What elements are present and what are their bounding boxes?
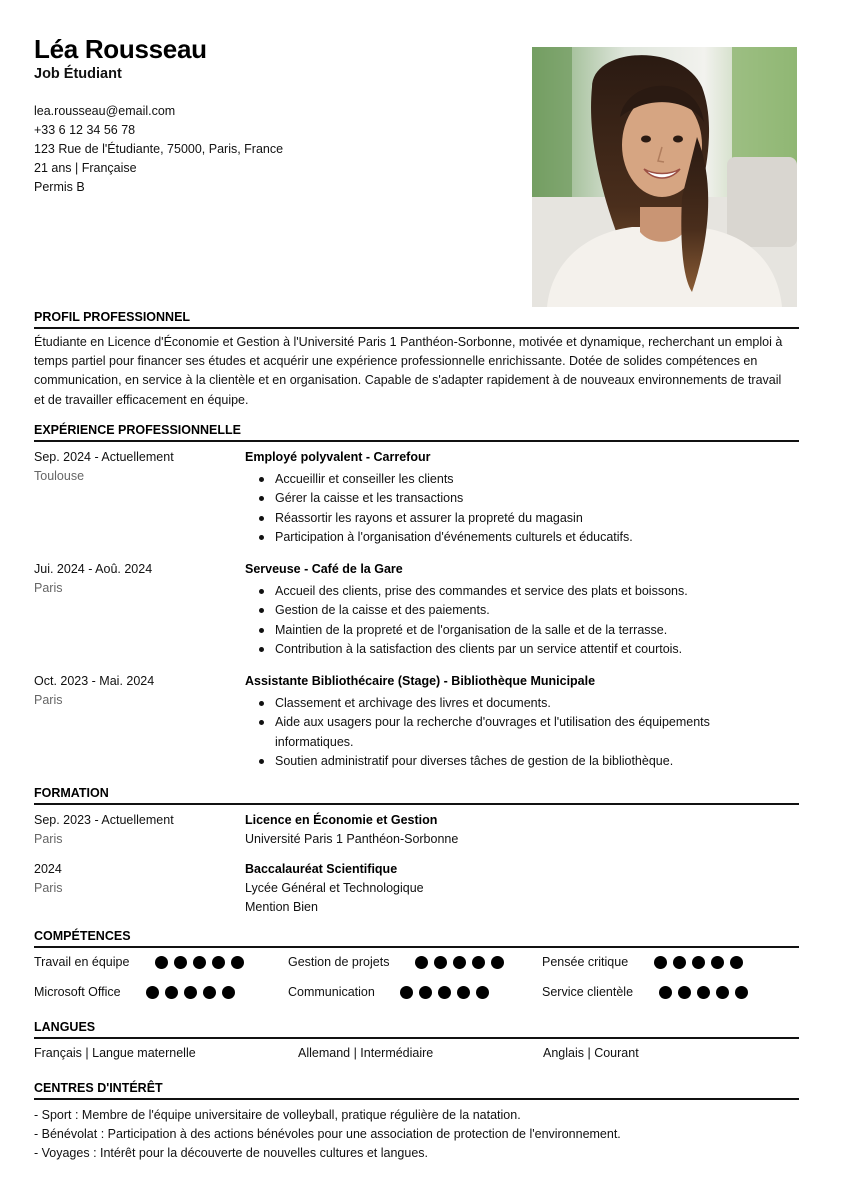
contact-email: lea.rousseau@email.com xyxy=(34,104,176,118)
skill-name: Microsoft Office xyxy=(34,985,121,999)
experience-task: Soutien administratif pour diverses tâches de gestion de la bibliothèque. xyxy=(245,752,785,771)
experience-task: Accueillir et conseiller les clients xyxy=(245,470,785,489)
skill-dot xyxy=(231,956,244,969)
skill-name: Service clientèle xyxy=(542,985,634,999)
contact-block xyxy=(34,102,283,197)
interest-item: - Voyages : Intérêt pour la découverte de nouvelles cultures et langues. xyxy=(34,1146,428,1160)
skill-dot xyxy=(174,956,187,969)
education-school: Université Paris 1 Panthéon-Sorbonne xyxy=(245,832,459,846)
skill-dot xyxy=(438,986,451,999)
experience-role: Assistante Bibliothécaire (Stage) - Bibliothèque Municipale xyxy=(245,674,596,688)
skill-dot xyxy=(673,956,686,969)
job-title: Job Étudiant xyxy=(34,66,122,82)
skill-dot xyxy=(419,986,432,999)
profile-photo xyxy=(532,47,797,307)
experience-location: Paris xyxy=(34,693,63,707)
skill-rating xyxy=(654,956,743,969)
skill-dot xyxy=(678,986,691,999)
skill-rating xyxy=(400,986,489,999)
experience-task: Gestion de la caisse et des paiements. xyxy=(245,601,785,620)
candidate-name: Léa Rousseau xyxy=(34,34,207,64)
skill-rating xyxy=(659,986,748,999)
skill-dot xyxy=(165,986,178,999)
skill-dot xyxy=(453,956,466,969)
skill-dot xyxy=(491,956,504,969)
experience-role: Employé polyvalent - Carrefour xyxy=(245,450,431,464)
education-location: Paris xyxy=(34,832,63,846)
skill-dot xyxy=(735,986,748,999)
experience-tasks xyxy=(245,582,785,659)
skill-dot xyxy=(434,956,447,969)
skill-dot xyxy=(155,956,168,969)
section-title-skills: COMPÉTENCES xyxy=(34,929,799,948)
skill-dot xyxy=(476,986,489,999)
section-title-education: FORMATION xyxy=(34,786,799,805)
experience-task: Réassortir les rayons et assurer la propreté du magasin xyxy=(245,509,785,528)
education-degree: Baccalauréat Scientifique xyxy=(245,862,398,876)
skill-dot xyxy=(472,956,485,969)
profile-summary: Étudiante en Licence d'Économie et Gestion à l'Université Paris 1 Panthéon-Sorbonne, motivée et dynamique, recherchant un emploi à temps partiel pour financer ses études et acquérir une expérience professionnelle enrichissante. Dotée de solides compétences en communication, en service à la clientèle et en organisation. Capable de s'adapter rapidement à de nouveaux environnements de travail et de travailler efficacement en équipe. xyxy=(34,335,783,407)
experience-location: Paris xyxy=(34,581,63,595)
education-degree: Licence en Économie et Gestion xyxy=(245,813,438,827)
section-title-interests: CENTRES D'INTÉRÊT xyxy=(34,1081,799,1100)
language-item: Allemand | Intermédiaire xyxy=(298,1046,434,1060)
contact-phone: +33 6 12 34 56 78 xyxy=(34,123,136,137)
experience-task: Classement et archivage des livres et documents. xyxy=(245,694,785,713)
skill-rating xyxy=(155,956,244,969)
skill-dot xyxy=(654,956,667,969)
language-item: Anglais | Courant xyxy=(543,1046,639,1060)
experience-task: Accueil des clients, prise des commandes et service des plats et boissons. xyxy=(245,582,785,601)
contact-age-nationality: 21 ans | Française xyxy=(34,161,137,175)
skill-dot xyxy=(716,986,729,999)
skill-dot xyxy=(711,956,724,969)
skill-dot xyxy=(692,956,705,969)
section-title-languages: LANGUES xyxy=(34,1020,799,1039)
education-mention: Mention Bien xyxy=(245,900,318,914)
skill-name: Communication xyxy=(288,985,375,999)
experience-tasks xyxy=(245,470,785,547)
skill-dot xyxy=(730,956,743,969)
interest-item: - Sport : Membre de l'équipe universitaire de volleyball, pratique régulière de la natation. xyxy=(34,1108,521,1122)
skill-dot xyxy=(212,956,225,969)
experience-location: Toulouse xyxy=(34,469,85,483)
language-item: Français | Langue maternelle xyxy=(34,1046,196,1060)
interest-item: - Bénévolat : Participation à des actions bénévoles pour une association de protection de l'environnement. xyxy=(34,1127,621,1141)
experience-date: Jui. 2024 - Aoû. 2024 xyxy=(34,562,153,576)
education-school: Lycée Général et Technologique xyxy=(245,881,424,895)
experience-task: Participation à l'organisation d'événements culturels et éducatifs. xyxy=(245,528,785,547)
education-date: 2024 xyxy=(34,862,62,876)
skill-dot xyxy=(400,986,413,999)
section-title-profile: PROFIL PROFESSIONNEL xyxy=(34,310,799,329)
experience-tasks xyxy=(245,694,785,771)
skill-name: Travail en équipe xyxy=(34,955,130,969)
education-location: Paris xyxy=(34,881,63,895)
skill-rating xyxy=(146,986,235,999)
experience-date: Oct. 2023 - Mai. 2024 xyxy=(34,674,155,688)
skill-rating xyxy=(415,956,504,969)
skill-dot xyxy=(697,986,710,999)
skill-dot xyxy=(457,986,470,999)
skill-dot xyxy=(193,956,206,969)
skill-dot xyxy=(415,956,428,969)
skill-name: Gestion de projets xyxy=(288,955,390,969)
education-date: Sep. 2023 - Actuellement xyxy=(34,813,174,827)
experience-role: Serveuse - Café de la Gare xyxy=(245,562,403,576)
experience-task: Contribution à la satisfaction des clients par un service attentif et courtois. xyxy=(245,640,785,659)
skill-name: Pensée critique xyxy=(542,955,629,969)
experience-date: Sep. 2024 - Actuellement xyxy=(34,450,174,464)
contact-address: 123 Rue de l'Étudiante, 75000, Paris, France xyxy=(34,142,284,156)
skill-dot xyxy=(184,986,197,999)
experience-task: Gérer la caisse et les transactions xyxy=(245,489,785,508)
skill-dot xyxy=(203,986,216,999)
skill-dot xyxy=(146,986,159,999)
skill-dot xyxy=(659,986,672,999)
experience-task: Aide aux usagers pour la recherche d'ouvrages et l'utilisation des équipements informatiques. xyxy=(245,713,785,752)
experience-task: Maintien de la propreté et de l'organisation de la salle et de la terrasse. xyxy=(245,621,785,640)
contact-license: Permis B xyxy=(34,180,85,194)
section-title-experience: EXPÉRIENCE PROFESSIONNELLE xyxy=(34,423,799,442)
skill-dot xyxy=(222,986,235,999)
